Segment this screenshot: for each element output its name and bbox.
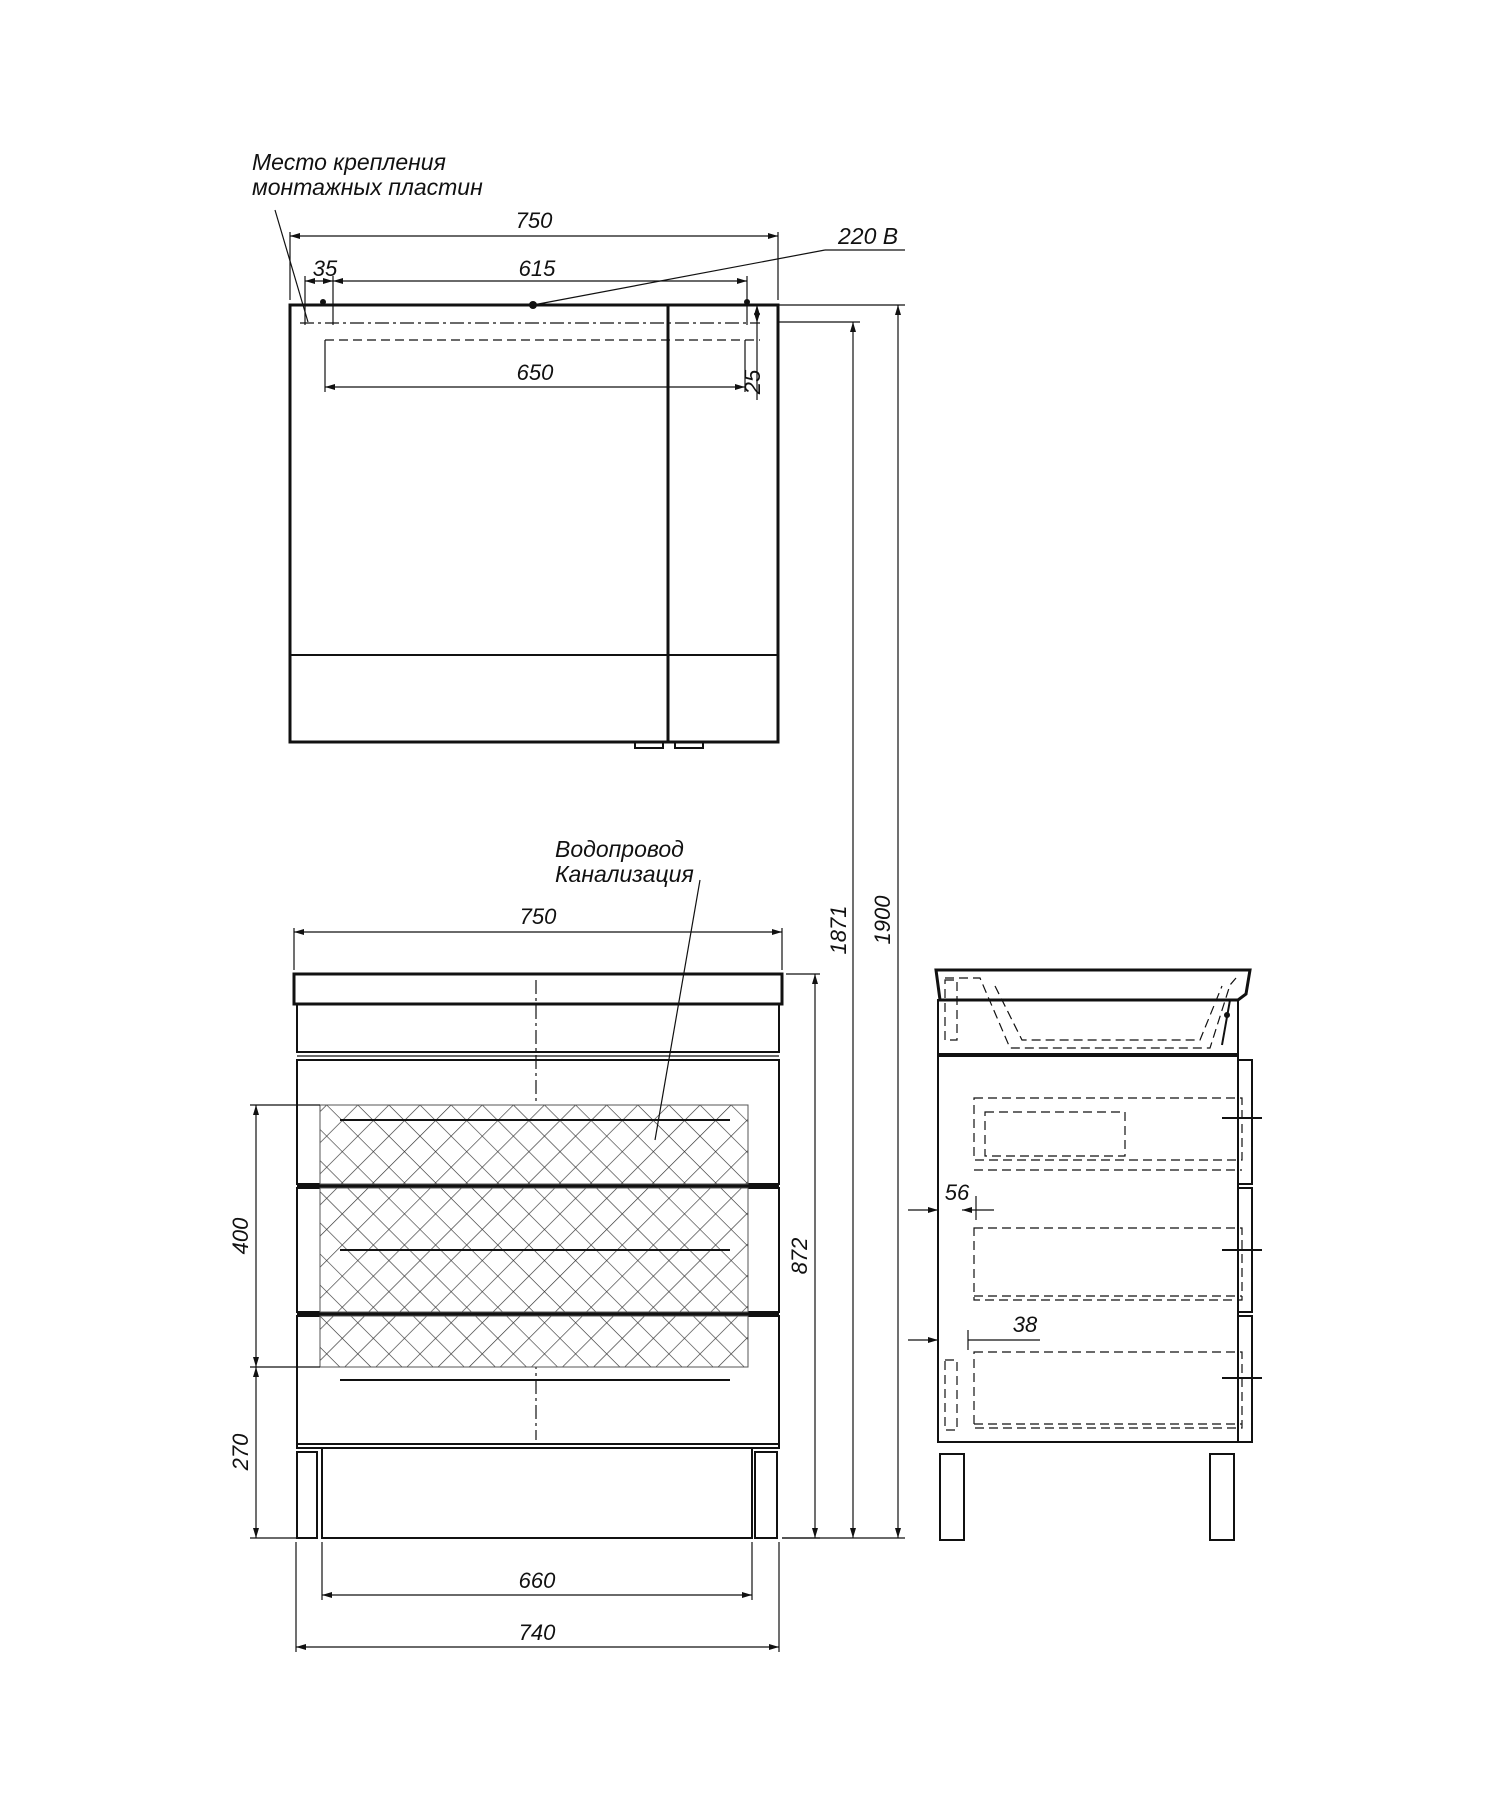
dim-side-offset-upper: 56 [944,1180,970,1205]
vanity-leg-right [755,1452,777,1538]
dim-drawer-zone: 400 [228,1217,253,1255]
side-drawer-box-3 [974,1352,1242,1428]
dim-leg-zone: 270 [228,1433,253,1471]
dim-vanity-height: 872 [787,1237,812,1275]
dim-plate-spacing: 615 [518,256,556,281]
leader-plumbing [655,880,700,1140]
mirror-cabinet-front-view [275,208,905,748]
side-drawer-front-1 [1238,1060,1252,1184]
note-plumbing-line2: Канализация [555,861,694,887]
note-mounting-plates-line1: Место крепления [252,149,446,175]
note-mounting-plates-line2: монтажных пластин [252,174,483,200]
vanity-leg-left [297,1452,317,1538]
dim-height-1900: 1900 [870,895,895,945]
dim-side-offset-lower: 38 [1012,1312,1038,1337]
side-leg-left [940,1454,964,1540]
drawer-1-texture [320,1105,748,1184]
note-power: 220 В [838,223,899,249]
vanity-countertop [294,974,782,1004]
overall-height-dimensions [778,305,905,1538]
vanity-front-view [228,880,820,1652]
leader-power [533,250,825,305]
cabinet-foot [675,742,703,748]
vanity-upper-panel [297,1004,779,1052]
dim-height-1871: 1871 [826,905,851,955]
dim-base-width: 740 [518,1620,556,1645]
side-leg-right [1210,1454,1234,1540]
dim-inner-width: 650 [516,360,554,385]
drawer-3-texture [320,1316,748,1367]
note-plumbing-line1: Водопровод [555,836,684,862]
dim-mirror-offset: 35 [312,256,338,281]
vanity-side-view [908,970,1262,1540]
dim-base-inner-width: 660 [518,1568,556,1593]
side-basin [945,978,1236,1048]
side-drawer-box-1 [974,1098,1242,1160]
vanity-base-panel [322,1448,752,1538]
mounting-plate-point [320,299,326,305]
side-drawer-box-2 [974,1228,1242,1300]
dim-top-offset: 25 [740,369,765,395]
dim-vanity-width: 750 [519,904,557,929]
cabinet-foot [635,742,663,748]
side-body [938,1056,1238,1442]
dim-mirror-width: 750 [515,208,553,233]
